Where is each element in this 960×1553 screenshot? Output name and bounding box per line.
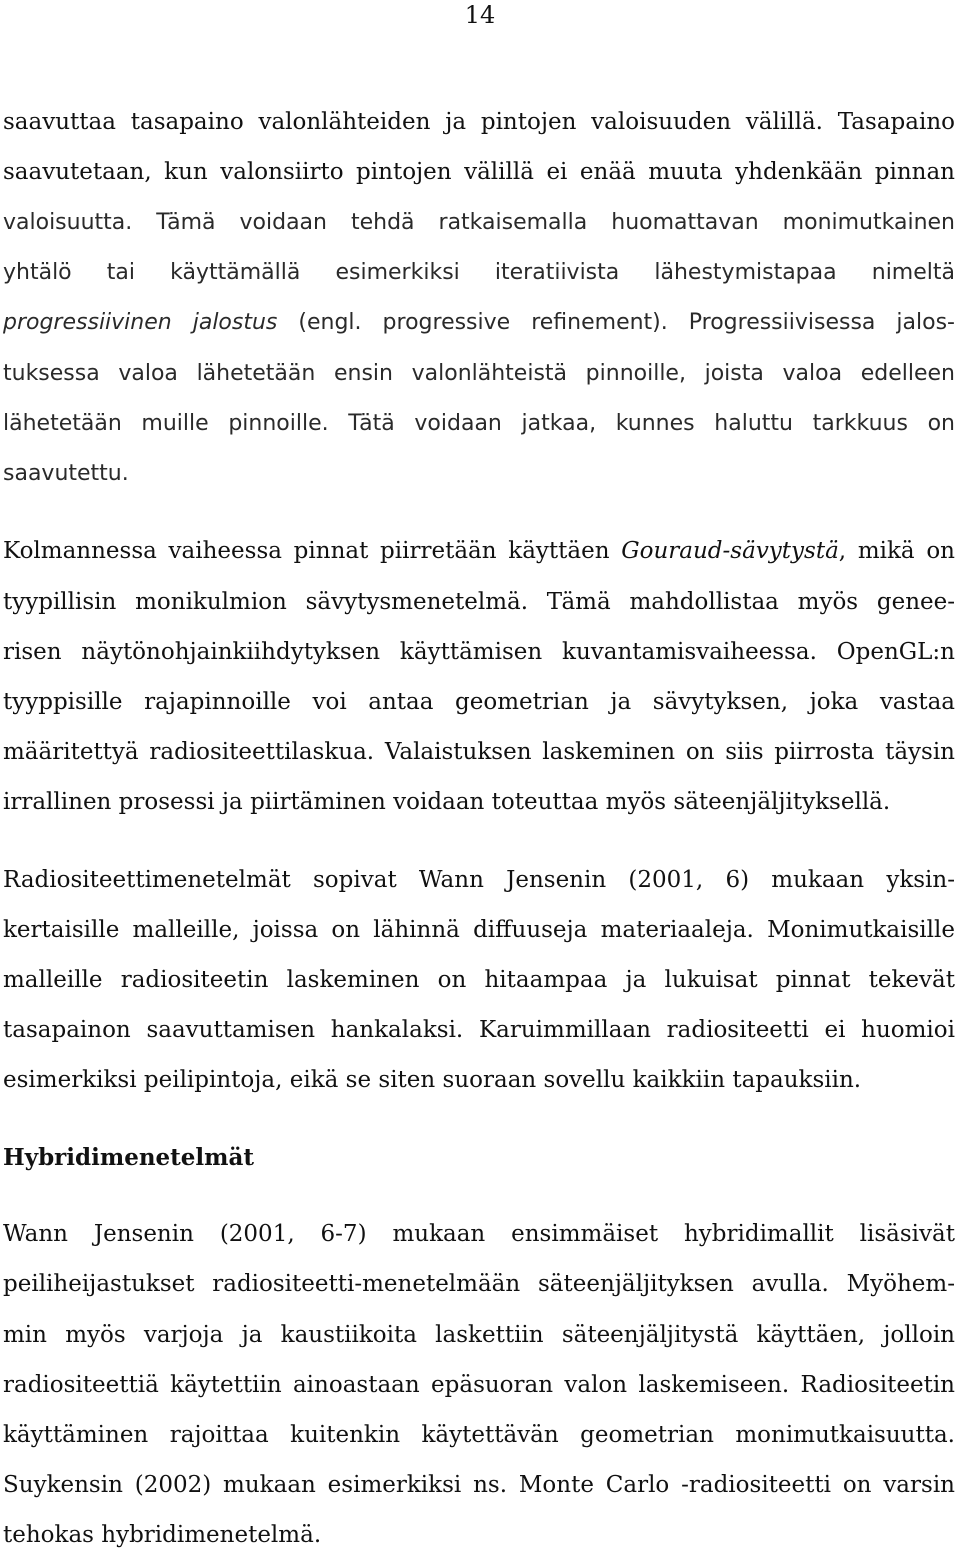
- text-line: saavuttaa tasapaino valonlähteiden ja pintojen valoisuuden välillä. Tasapaino: [3, 109, 955, 135]
- text-fragment: , mikä on: [838, 538, 955, 564]
- text-line: lähetetään muille pinnoille. Tätä voidaan jatkaa, kunnes haluttu tarkkuus on: [3, 411, 955, 436]
- text-line: Radiositeettimenetelmät sopivat Wann Jensenin (2001, 6) mukaan yksin-: [3, 867, 955, 893]
- text-line: [3, 308, 955, 338]
- text-line: tyyppisille rajapinnoille voi antaa geometrian ja sävytyksen, joka vastaa: [3, 689, 955, 715]
- text-line: tyypillisin monikulmion sävytysmenetelmä. Tämä mahdollistaa myös genee-: [3, 589, 955, 615]
- text-line: radiositeettiä käytettiin ainoastaan epäsuoran valon laskemiseen. Radiositeetin: [3, 1372, 955, 1398]
- text-line: saavutettu.: [3, 461, 129, 486]
- text-line: valoisuutta. Tämä voidaan tehdä ratkaisemalla huomattavan monimutkainen: [3, 210, 955, 235]
- text-line: risen näytönohjainkiihdytyksen käyttämisen kuvantamisvaiheessa. OpenGL:n: [3, 639, 955, 665]
- text-line: [3, 536, 955, 566]
- italic-term: progressiivinen jalostus: [3, 310, 278, 335]
- section-heading: Hybridimenetelmät: [3, 1144, 255, 1171]
- text-line: esimerkiksi peilipintoja, eikä se siten suoraan sovellu kaikkiin tapauksiin.: [3, 1067, 862, 1093]
- text-line: malleille radiositeetin laskeminen on hitaampaa ja lukuisat pinnat tekevät: [3, 967, 955, 993]
- text-line: min myös varjoja ja kaustiikoita laskettiin säteenjäljitystä käyttäen, jolloin: [3, 1322, 955, 1348]
- text-line: peiliheijastukset radiositeetti-menetelmään säteenjäljityksen avulla. Myöhem-: [3, 1271, 955, 1297]
- text-line: tehokas hybridimenetelmä.: [3, 1522, 322, 1548]
- text-line: kertaisille malleille, joissa on lähinnä diffuuseja materiaaleja. Monimutkaisille: [3, 917, 955, 943]
- text-line: Suykensin (2002) mukaan esimerkiksi ns. Monte Carlo -radiositeetti on varsin: [3, 1472, 955, 1498]
- text-line: määritettyä radiositeettilaskua. Valaistuksen laskeminen on siis piirrosta täysin: [3, 739, 955, 765]
- page-number: 14: [464, 1, 496, 29]
- text-line: käyttäminen rajoittaa kuitenkin käytettävän geometrian monimutkaisuutta.: [3, 1422, 955, 1448]
- text-line: tasapainon saavuttamisen hankalaksi. Karuimmillaan radiositeetti ei huomioi: [3, 1017, 955, 1043]
- text-fragment: Kolmannessa vaiheessa pinnat piirretään käyttäen: [3, 538, 622, 564]
- italic-term: Gouraud-sävytystä: [621, 538, 839, 564]
- text-line: tuksessa valoa lähetetään ensin valonlähteistä pinnoille, joista valoa edelleen: [3, 361, 955, 386]
- text-fragment: (engl. progressive refinement). Progressiivisessa jalos-: [277, 310, 955, 335]
- text-line: Wann Jensenin (2001, 6-7) mukaan ensimmäiset hybridimallit lisäsivät: [3, 1221, 955, 1247]
- text-line: irrallinen prosessi ja piirtäminen voidaan toteuttaa myös säteenjäljityksellä.: [3, 789, 891, 815]
- text-line: saavutetaan, kun valonsiirto pintojen välillä ei enää muuta yhdenkään pinnan: [3, 159, 955, 185]
- text-line: yhtälö tai käyttämällä esimerkiksi iteratiivista lähestymistapaa nimeltä: [3, 260, 955, 285]
